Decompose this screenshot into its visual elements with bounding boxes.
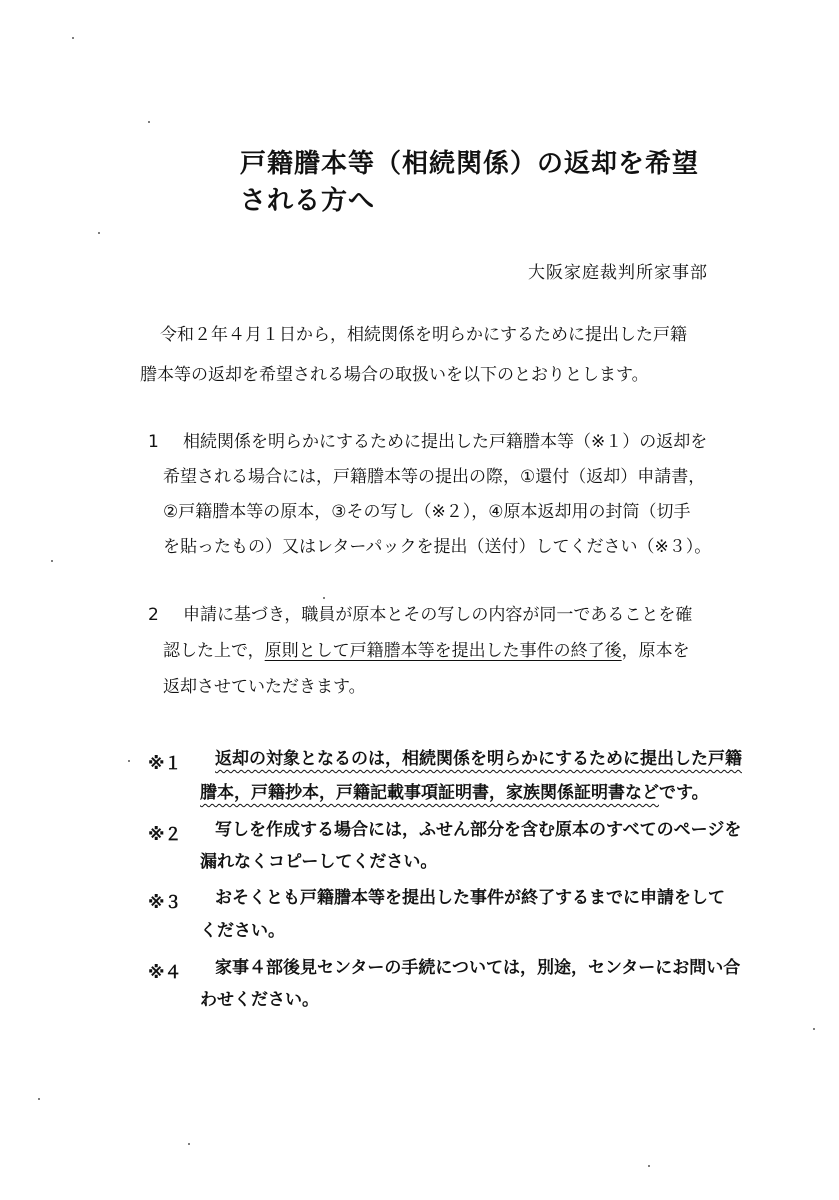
intro-line-1: 令和２年４月１日から，相続関係を明らかにするために提出した戸籍	[160, 325, 687, 345]
scan-speck	[98, 232, 100, 234]
document-title-line-2: される方へ	[240, 186, 376, 216]
item-1-line-4: を貼ったもの）又はレターパックを提出（送付）してください（※３）。	[163, 537, 712, 557]
note-1-line-1	[215, 749, 742, 769]
note-1-line-1-underlined: 返却の対象となるのは，相続関係を明らかにするために提出した戸籍	[215, 749, 742, 769]
item-2-line-2	[163, 641, 690, 661]
intro-line-2: 謄本等の返却を希望される場合の取扱いを以下のとおりとします。	[140, 365, 649, 385]
note-1-mark: ※１	[148, 754, 182, 774]
item-1-line-2: 希望される場合には，戸籍謄本等の提出の際，①還付（返却）申請書，	[163, 467, 706, 487]
note-1-line-2-post: です。	[659, 783, 709, 803]
scan-speck	[813, 1028, 815, 1030]
note-4-mark: ※４	[148, 963, 182, 983]
item-1-line-1: 相続関係を明らかにするために提出した戸籍謄本等（※１）の返却を	[183, 432, 708, 452]
note-4-line-1: 家事４部後見センターの手続については，別途，センターにお問い合	[215, 958, 741, 978]
scan-speck	[188, 1143, 190, 1145]
scan-speck	[323, 597, 325, 599]
item-1-line-3: ②戸籍謄本等の原本，③その写し（※２），④原本返却用の封筒（切手	[163, 502, 691, 522]
note-2-line-1: 写しを作成する場合には，ふせん部分を含む原本のすべてのページを	[215, 820, 742, 840]
document-title-line-1: 戸籍謄本等（相続関係）の返却を希望	[240, 149, 700, 179]
note-3-line-2: ください。	[200, 921, 285, 941]
note-2-mark: ※２	[148, 825, 182, 845]
note-3-mark: ※３	[148, 893, 182, 913]
scan-speck	[648, 1165, 650, 1167]
item-1-number: 1	[148, 432, 159, 452]
scan-speck	[148, 121, 150, 123]
note-2-line-2: 漏れなくコピーしてください。	[200, 852, 438, 872]
note-4-line-2: わせください。	[200, 990, 319, 1010]
note-1-line-2-underlined: 謄本，戸籍抄本，戸籍記載事項証明書，家族関係証明書など	[200, 783, 659, 803]
scan-speck	[72, 37, 74, 39]
note-1-line-2	[200, 783, 709, 803]
item-2-underlined-text: 原則として戸籍謄本等を提出した事件の終了後	[264, 641, 622, 661]
item-2-line-3: 返却させていただきます。	[163, 677, 366, 697]
item-2-line-2-pre: 認した上で，	[163, 641, 265, 661]
scan-speck	[128, 760, 130, 762]
note-3-line-1: おそくとも戸籍謄本等を提出した事件が終了するまでに申請をして	[215, 888, 725, 908]
issuing-organization: 大阪家庭裁判所家事部	[528, 263, 708, 283]
scan-speck	[51, 560, 53, 562]
item-2-number: 2	[148, 605, 159, 625]
item-2-line-2-post: ，原本を	[621, 641, 690, 661]
scan-speck	[38, 1098, 40, 1100]
item-2-line-1: 申請に基づき，職員が原本とその写しの内容が同一であることを確	[183, 605, 693, 625]
